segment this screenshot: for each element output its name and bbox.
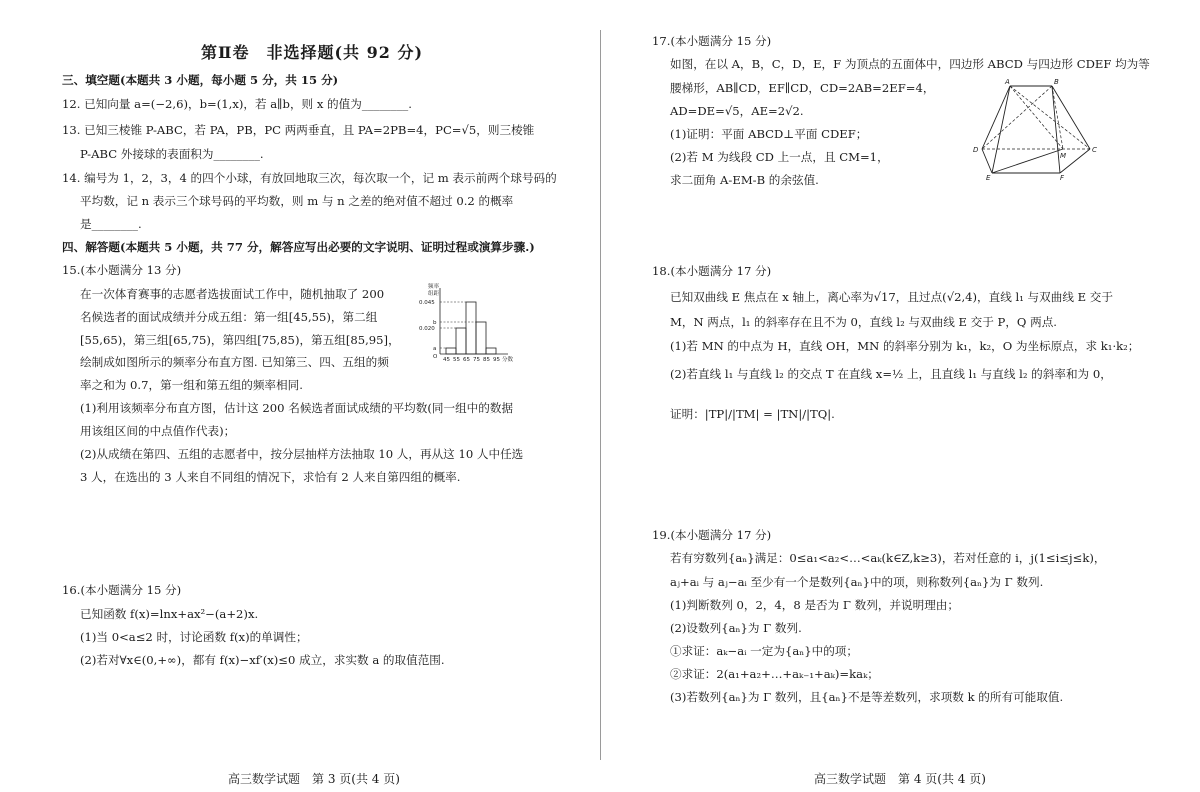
histogram-ytick-b: b [433, 320, 437, 326]
vertex-label-M: M [1060, 152, 1067, 160]
question-15-part2-line1: (2)从成绩在第四、五组的志愿者中，按分层抽样方法抽取 10 人，再从这 10 人中任选 [80, 447, 524, 461]
histogram-xtick-45: 45 [443, 357, 450, 363]
question-15-part1-line2: 用该组区间的中点值作代表)； [80, 424, 236, 438]
question-16-line1: 已知函数 f(x)=lnx+ax²−(a+2)x. [80, 607, 259, 621]
histogram-xtick-55: 55 [453, 357, 460, 363]
question-18-line1: 已知双曲线 E 焦点在 x 轴上，离心率为√17，且过点(√2,4)，直线 l₁ 与双曲线 E 交于 [670, 290, 1113, 304]
page-divider [600, 30, 601, 760]
question-18-part3: 证明：|TP|/|TM| = |TN|/|TQ|. [670, 407, 835, 421]
histogram-xtick-75: 75 [473, 357, 480, 363]
question-18-heading: 18.(本小题满分 17 分) [652, 264, 772, 278]
question-18-part1: (1)若 MN 的中点为 H，直线 OH，MN 的斜率分别为 k₁，k₂，O 为坐标原点，求 k₁·k₂； [670, 339, 1140, 353]
vertex-label-E: E [986, 174, 991, 180]
question-19-part3: (3)若数列{aₙ}为 Γ 数列，且{aₙ}不是等差数列，求项数 k 的所有可能取值. [670, 690, 1064, 704]
vertex-label-C: C [1092, 146, 1097, 154]
question-17-line3: AD=DE=√5，AE=2√2. [670, 104, 804, 118]
question-13-line1: 13. 已知三棱锥 P-ABC，若 PA，PB，PC 两两垂直，且 PA=2PB=4，PC=√5，则三棱锥 [62, 123, 535, 137]
question-19-part2: (2)设数列{aₙ}为 Γ 数列. [670, 621, 802, 635]
question-13-line2: P-ABC 外接球的表面积为________. [80, 147, 264, 161]
histogram-origin-label: O [433, 354, 438, 360]
question-14-line3: 是________. [80, 217, 142, 231]
histogram-ytick-0.045: 0.045 [419, 300, 435, 306]
part2-title: 第Ⅱ卷 非选择题(共 92 分) [201, 43, 424, 62]
diagonal-AC [1010, 86, 1090, 149]
question-17-part1: (1)证明：平面 ABCD⊥平面 CDEF； [670, 127, 868, 141]
histogram-bar-4 [476, 322, 486, 354]
diagonal-BD [982, 86, 1052, 149]
histogram-ytick-0.020: 0.020 [419, 326, 435, 332]
histogram-bar-1 [446, 348, 456, 354]
edge-AE [992, 86, 1010, 173]
question-15-line3: [55,65)，第三组[65,75)，第四组[75,85)，第五组[85,95]， [80, 333, 400, 347]
question-15-heading: 15.(本小题满分 13 分) [62, 263, 182, 277]
question-17-part3: 求二面角 A-EM-B 的余弦值. [670, 173, 819, 187]
histogram-ylabel-top: 频率 [428, 284, 440, 290]
histogram-ytick-a: a [433, 346, 437, 352]
question-17-line2: 腰梯形，AB∥CD，EF∥CD，CD=2AB=2EF=4， [670, 81, 935, 95]
question-16-heading: 16.(本小题满分 15 分) [62, 583, 182, 597]
vertex-label-A: A [1005, 78, 1010, 86]
question-15-part2-line2: 3 人，在选出的 3 人来自不同组的情况下，求恰有 2 人来自第四组的概率. [80, 470, 461, 484]
question-12: 12. 已知向量 a=(−2,6)，b=(1,x)，若 a∥b，则 x 的值为________. [62, 97, 412, 111]
question-15-line5: 率之和为 0.7，第一组和第五组的频率相同. [80, 378, 303, 392]
left-page-footer: 高三数学试题 第 3 页(共 4 页) [228, 772, 400, 786]
section4-heading: 四、解答题(本题共 5 小题，共 77 分，解答应写出必要的文字说明、证明过程或演算步骤.) [62, 240, 535, 254]
right-page-footer: 高三数学试题 第 4 页(共 4 页) [814, 772, 986, 786]
question-15-line1: 在一次体育赛事的志愿者选拔面试工作中，随机抽取了 200 [80, 287, 385, 301]
question-18-part2: (2)若直线 l₁ 与直线 l₂ 的交点 T 在直线 x=½ 上，且直线 l₁ 与直线 l₂ 的斜率和为 0， [670, 367, 1112, 381]
question-14-line2: 平均数，记 n 表示三个球号码的平均数，则 m 与 n 之差的绝对值不超过 0.2 的概率 [80, 194, 514, 208]
histogram-bar-3 [466, 302, 476, 354]
histogram-xtick-65: 65 [463, 357, 470, 363]
question-17-line1: 如图，在以 A，B，C，D，E，F 为顶点的五面体中，四边形 ABCD 与四边形 CDEF 均为等 [670, 57, 1150, 71]
edge-BF [1052, 86, 1060, 173]
question-19-part1: (1)判断数列 0，2，4，8 是否为 Γ 数列，并说明理由； [670, 598, 959, 612]
question-15-line4: 绘制成如图所示的频率分布直方图. 已知第三、四、五组的频 [80, 355, 389, 369]
question-14-line1: 14. 编号为 1，2，3，4 的四个小球，有放回地取三次，每次取一个，记 m 表示前两个球号码的 [62, 171, 557, 185]
question-19-heading: 19.(本小题满分 17 分) [652, 528, 772, 542]
vertex-label-F: F [1060, 174, 1065, 180]
question-16-part2: (2)若对∀x∈(0,+∞)，都有 f(x)−xf′(x)≤0 成立，求实数 a 的取值范围. [80, 653, 445, 667]
question-19-part2-item2: ②求证：2(a₁+a₂+…+aₖ₋₁+aₖ)=kaₖ； [670, 667, 879, 681]
question-19-line2: aⱼ+aᵢ 与 aⱼ−aᵢ 至少有一个是数列{aₙ}中的项，则称数列{aₙ}为 Γ 数列. [670, 575, 1044, 589]
histogram-bar-2 [456, 328, 466, 354]
vertex-label-B: B [1054, 78, 1059, 86]
question-17-heading: 17.(本小题满分 15 分) [652, 34, 772, 48]
histogram-xlabel: 分数 [502, 357, 514, 363]
section3-heading: 三、填空题(本题共 3 小题，每小题 5 分，共 15 分) [62, 73, 339, 87]
frequency-histogram-figure [418, 282, 518, 364]
edge-AD [982, 86, 1010, 149]
histogram-xtick-85: 85 [483, 357, 490, 363]
question-18-line2: M，N 两点，l₁ 的斜率存在且不为 0，直线 l₂ 与双曲线 E 交于 P，Q 两点. [670, 315, 1057, 329]
histogram-ylabel-bottom: 组距 [428, 291, 440, 297]
question-19-part2-item1: ①求证：aₖ−aᵢ 一定为{aₙ}中的项； [670, 644, 858, 658]
question-15-line2: 名候选者的面试成绩并分成五组：第一组[45,55)，第二组 [80, 310, 378, 324]
edge-DE [982, 149, 992, 173]
vertex-label-D: D [973, 146, 979, 154]
histogram-bar-5 [486, 348, 496, 354]
question-15-part1-line1: (1)利用该频率分布直方图，估计这 200 名候选者面试成绩的平均数(同一组中的数据 [80, 401, 514, 415]
pentahedron-figure [970, 76, 1100, 180]
question-16-part1: (1)当 0<a≤2 时，讨论函数 f(x)的单调性； [80, 630, 308, 644]
question-17-part2: (2)若 M 为线段 CD 上一点，且 CM=1， [670, 150, 889, 164]
histogram-xtick-95: 95 [493, 357, 500, 363]
segment-EM [992, 149, 1063, 173]
question-19-line1: 若有穷数列{aₙ}满足：0≤a₁<a₂<…<aₖ(k∈Z,k≥3)，若对任意的 i，j(1≤i≤j≤k)， [670, 551, 1106, 565]
